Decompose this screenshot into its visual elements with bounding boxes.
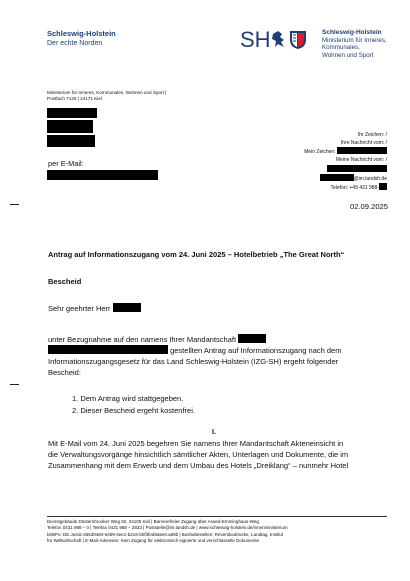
redacted-phone-ext (379, 183, 387, 190)
footer-divider (47, 516, 387, 517)
decision-item-1: 1. Dem Antrag wird stattgegeben. (72, 394, 184, 403)
intro-line3: Informationszugangsgesetz für das Land Schleswig-Holstein (IZG-SH) ergeht folgender (48, 357, 339, 366)
sender-line2: Postfach 7125 | 24171 Kiel (47, 95, 102, 101)
logo-letters: SH (240, 28, 271, 50)
mein-zeichen (304, 147, 387, 156)
meine-nachricht: Meine Nachricht vom: / (335, 157, 387, 163)
salutation (48, 303, 141, 313)
redacted-email-user (320, 174, 354, 181)
salutation-text: Sehr geehrter Herr (48, 304, 111, 313)
phone-label: Telefon: +49 431 988- (330, 185, 379, 191)
delivery-method-label: per E-Mail: (48, 159, 84, 168)
footer-line2: Telefon 0431 988 – 0 | Telefax 0431 988 – 2833 | Poststelle@im.landsh.de | www.schleswig-holstein.de/innenministerium (47, 525, 288, 531)
sender-address (47, 90, 166, 101)
decision-item-2: 2. Dieser Bescheid ergeht kostenfrei. (72, 406, 195, 415)
sh-logo-icon (240, 28, 312, 50)
ihre-nachricht: Ihre Nachricht vom: / (340, 140, 387, 146)
intro-line1 (48, 334, 341, 345)
body-line2: die Verwaltungsvorgänge hinsichtlich sämtlicher Akten, Unterlagen und Dokumente, die im (48, 450, 349, 459)
ministry-name-line3: Wohnen und Sport (322, 51, 374, 59)
footer (47, 519, 288, 544)
redacted-recipient-street (47, 120, 93, 133)
body-line1: Mit E-Mail vom 24. Juni 2025 begehren Sie namens Ihrer Mandantschaft Akteneinsicht in (48, 439, 344, 448)
body-paragraph (48, 438, 348, 471)
ministry-state-name: Schleswig-Holstein (322, 29, 382, 36)
ministry-brand-text (322, 29, 387, 59)
letter-heading: Bescheid (48, 277, 82, 286)
redacted-recipient-city (47, 135, 95, 147)
decision-list (72, 393, 195, 416)
ministry-name-line2: Kommunales, (322, 44, 360, 52)
redacted-client-name (238, 334, 266, 343)
redacted-mein-zeichen (337, 147, 387, 154)
state-slogan: Der echte Norden (47, 40, 103, 47)
redacted-recipient-email (47, 170, 158, 180)
reference-block (304, 131, 387, 192)
redacted-contact-name (327, 165, 387, 172)
fold-mark-top (10, 204, 19, 205)
mein-zeichen-label: Mein Zeichen: (304, 149, 336, 155)
letter-date: 02.09.2025 (349, 202, 388, 211)
letter-subject: Antrag auf Informationszugang vom 24. Juni 2025 – Hotelbetrieb „The Great North“ (48, 250, 345, 259)
intro-line2 (48, 345, 341, 356)
intro-line2-text: gestellten Antrag auf Informationszugang nach dem (170, 346, 342, 355)
crest-icon (272, 31, 306, 49)
state-brand-text (47, 29, 116, 49)
footer-line1: Dienstgebäude Düsternbrooker Weg 92, 24105 Kiel | Barrierefreier Zugang über Arwed-Emminghaus-Weg (47, 519, 259, 524)
contact-block-redacted (304, 165, 387, 174)
redacted-recipient-name (47, 108, 97, 118)
section-number: I. (212, 427, 216, 436)
ihr-zeichen: Ihr Zeichen: / (357, 132, 387, 138)
intro-line4: Bescheid: (48, 368, 81, 377)
intro-line1-text: unter Bezugnahme auf den namens Ihrer Mandantschaft (48, 335, 237, 344)
footer-line4: für Weltwirtschaft | E-Mail-Adressen: Kein Zugang für elektronisch signierte und verschlüsselte Dokumente (47, 537, 260, 543)
contact-phone (304, 183, 387, 192)
ministry-name-line1: Ministerium für Inneres, (322, 36, 387, 44)
body-line3: Zusammenhang mit dem Erwerb und dem Umbau des Hotels „Dreiklang“ – nunmehr Hotel (48, 461, 349, 470)
email-domain: @im.landsh.de (353, 176, 387, 182)
state-name: Schleswig-Holstein (47, 29, 116, 38)
fold-mark-middle (10, 384, 19, 385)
redacted-recipient-lastname (113, 303, 141, 312)
contact-email (304, 174, 387, 183)
intro-paragraph (48, 334, 341, 378)
sender-line1: Ministerium für Inneres, Kommunales, Wohnen und Sport | (47, 90, 167, 95)
footer-line3: beBPo: DE.Justiz.65530484-6459-4ee1-b216-b0f3fed9a5e0.a69b | Bushaltestellen: Reventloubrücke, Landtag, Institut (47, 531, 284, 537)
redacted-client-details (48, 345, 168, 354)
